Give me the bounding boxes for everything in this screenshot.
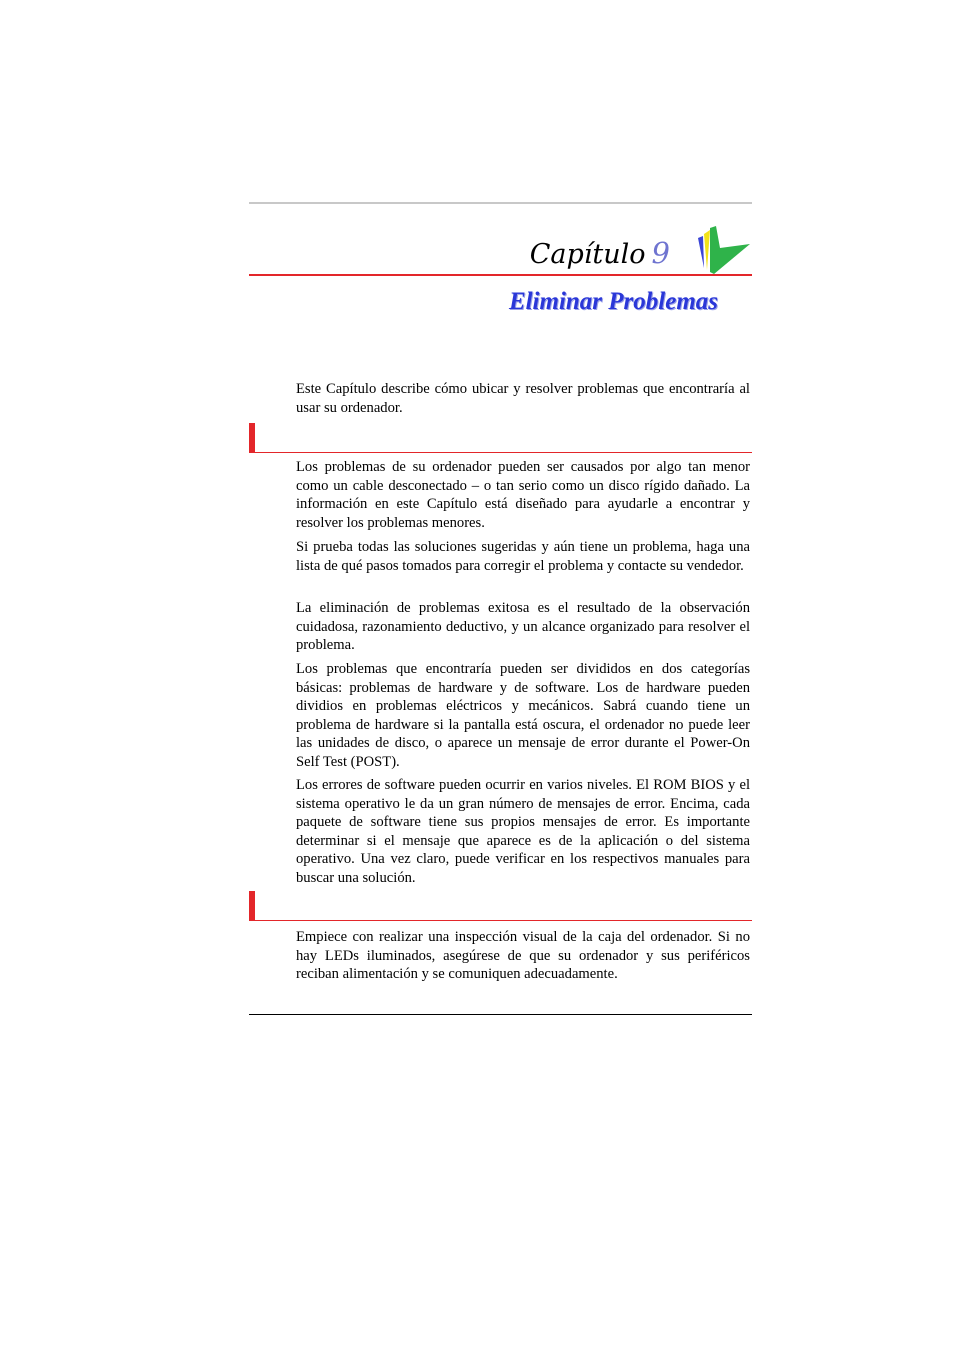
section-marker bbox=[249, 891, 255, 921]
section-divider-1 bbox=[249, 423, 752, 453]
section-marker bbox=[249, 423, 255, 453]
chapter-logo-icon bbox=[694, 224, 752, 276]
section-line bbox=[249, 920, 752, 921]
chapter-red-rule bbox=[249, 274, 752, 276]
chapter-heading bbox=[520, 236, 670, 270]
chapter-word: Capítulo bbox=[529, 239, 646, 270]
section2-paragraph-1: Empiece con realizar una inspección visual de la caja del ordenador. Si no hay LEDs iluminados, asegúrese de que su ordenador y sus periféricos reciban alimentación y se comuniquen adecuadamente. bbox=[296, 929, 750, 983]
section1-paragraph-2: Si prueba todas las soluciones sugeridas y aún tiene un problema, haga una lista de qué pasos tomados para corregir el problema y contacte su vendedor. bbox=[296, 539, 750, 574]
section1-paragraph-1: Los problemas de su ordenador pueden ser causados por algo tan menor como un cable desconectado – o tan serio como un disco rígido dañado. La información en este Capítulo está diseñado para ayudarle a encontrar y resolver los problemas menores. bbox=[296, 459, 750, 531]
section-line bbox=[249, 452, 752, 453]
section1-paragraph-3: La eliminación de problemas exitosa es el resultado de la observación cuidadosa, razonamiento deductivo, y un alcance organizado para resolver el problema. bbox=[296, 600, 750, 654]
chapter-title: Eliminar Problemas bbox=[508, 288, 718, 315]
intro-paragraph: Este Capítulo describe cómo ubicar y resolver problemas que encontraría al usar su ordenador. bbox=[296, 381, 750, 416]
section1-paragraph-5: Los errores de software pueden ocurrir en varios niveles. El ROM BIOS y el sistema operativo le da un gran número de mensajes de error. Encima, cada paquete de software tiene sus propios mensajes de error. Es importante determinar si el mensaje que aparece es de la aplicación o del sistema operativo. Una vez claro, puede verificar en los respectivos manuales para buscar una solución. bbox=[296, 777, 750, 886]
section-divider-2 bbox=[249, 891, 752, 921]
chapter-number: 9 bbox=[651, 236, 670, 270]
bottom-rule bbox=[249, 1014, 752, 1015]
top-rule bbox=[249, 202, 752, 204]
section1-paragraph-4: Los problemas que encontraría pueden ser divididos en dos categorías básicas: problemas de hardware y de software. Los de hardware pueden dividios en problemas eléctricos y mecánicos. Sabrá cuando tiene un problema de hardware si la pantalla está oscura, el ordenador no puede leer las unidades de disco, o aparece un mensaje de error durante el Power-On Self Test (POST). bbox=[296, 661, 750, 770]
